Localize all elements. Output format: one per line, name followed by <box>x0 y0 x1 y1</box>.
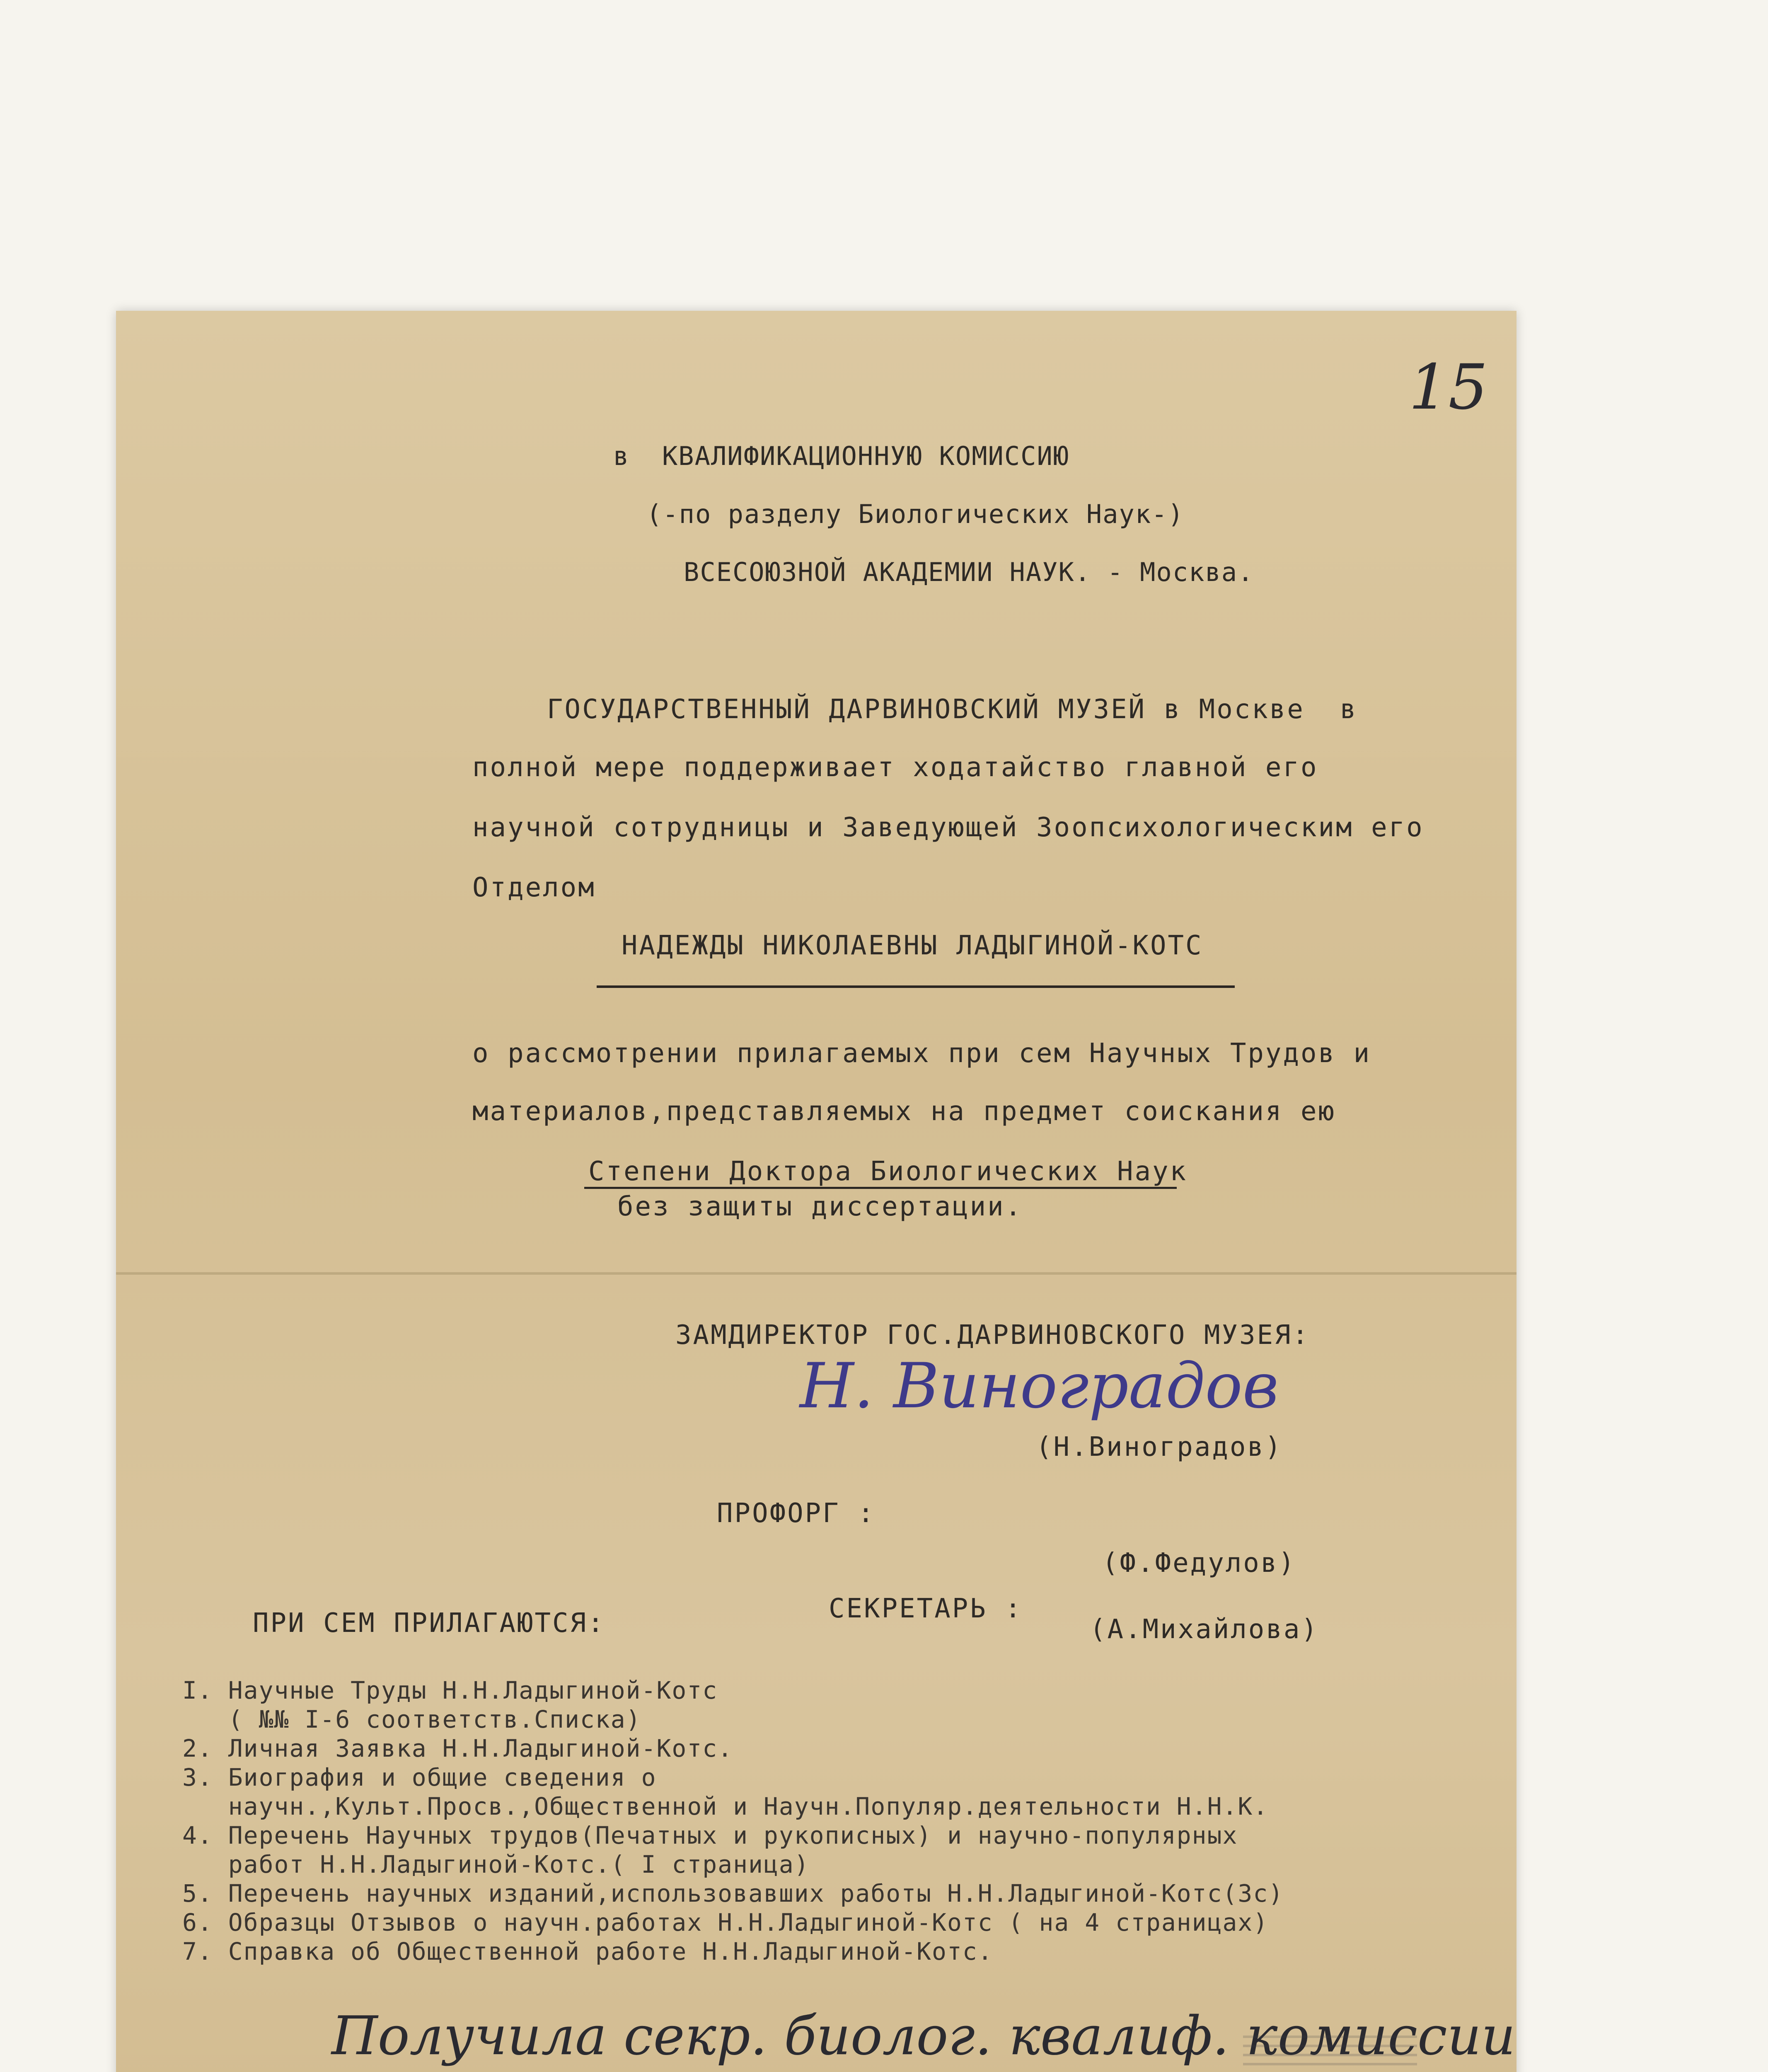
proforg-label: ПРОФОРГ : <box>717 1498 876 1529</box>
attachment-item: 4. Перечень Научных трудов(Печатных и рукописных) и научно-популярных <box>182 1821 1238 1849</box>
attachment-item: I. Научные Труды Н.Н.Ладыгиной-Котс <box>182 1676 718 1704</box>
body-para2-line1: о рассмотрении прилагаемых при сем Научных Трудов и <box>472 1038 1371 1069</box>
degree-title: Степени Доктора Биологических Наук <box>588 1156 1188 1187</box>
body-para1-line1: ГОСУДАРСТВЕННЫЙ ДАРВИНОВСКИЙ МУЗЕЙ в Москве в <box>547 694 1358 725</box>
document-sheet <box>116 311 1516 2072</box>
faded-stamp <box>1243 2031 1417 2072</box>
body-para2-line2: материалов,представляемых на предмет соискания ею <box>472 1096 1336 1127</box>
body-para1-line4: Отделом <box>472 872 596 903</box>
header-line-3: ВСЕСОЮЗНОЙ АКАДЕМИИ НАУК. - Москва. <box>684 557 1254 587</box>
header-line-1: в КВАЛИФИКАЦИОННУЮ КОМИССИЮ <box>613 441 1070 471</box>
handwritten-receipt-note: Получила секр. биолог. квалиф. комиссии <box>331 2005 1516 2067</box>
attachment-item: работ Н.Н.Ладыгиной-Котс.( I страница) <box>182 1850 810 1878</box>
attachments-heading: ПРИ СЕМ ПРИЛАГАЮТСЯ: <box>253 1608 605 1639</box>
body-para1-line3: научной сотрудницы и Заведующей Зоопсихологическим его <box>472 812 1424 843</box>
secretary-label: СЕКРЕТАРЬ : <box>829 1593 1023 1624</box>
attachment-item: 2. Личная Заявка Н.Н.Ладыгиной-Котс. <box>182 1734 733 1762</box>
page-number: 15 <box>1409 351 1488 424</box>
attachment-item: ( №№ I-6 соответств.Списка) <box>182 1705 641 1733</box>
deputy-name: (Н.Виноградов) <box>1036 1432 1283 1462</box>
attachment-item: 7. Справка об Общественной работе Н.Н.Ладыгиной-Котс. <box>182 1937 993 1965</box>
body-para1-line2: полной мере поддерживает ходатайство главной его <box>472 752 1318 783</box>
candidate-name: НАДЕЖДЫ НИКОЛАЕВНЫ ЛАДЫГИНОЙ-КОТС <box>622 930 1203 961</box>
deputy-signature: Н. Виноградов <box>800 1350 1279 1422</box>
attachment-item: 3. Биография и общие сведения о <box>182 1763 657 1791</box>
fold-crease <box>116 1272 1516 1275</box>
attachment-item: 6. Образцы Отзывов о научн.работах Н.Н.Ладыгиной-Котс ( на 4 страницах) <box>182 1908 1269 1936</box>
header-line-2: (-по разделу Биологических Наук-) <box>646 499 1184 529</box>
attachment-item: 5. Перечень научных изданий,использовавших работы Н.Н.Ладыгиной-Котс(3с) <box>182 1879 1284 1907</box>
degree-underline <box>584 1187 1177 1189</box>
degree-note: без защиты диссертации. <box>617 1191 1023 1222</box>
deputy-director-title: ЗАМДИРЕКТОР ГОС.ДАРВИНОВСКОГО МУЗЕЯ: <box>675 1320 1310 1351</box>
proforg-name: (Ф.Федулов) <box>1102 1548 1296 1578</box>
name-underline <box>597 985 1235 988</box>
secretary-name: (А.Михайлова) <box>1090 1614 1319 1645</box>
attachment-item: научн.,Культ.Просв.,Общественной и Научн.Популяр.деятельности Н.Н.К. <box>182 1792 1269 1820</box>
